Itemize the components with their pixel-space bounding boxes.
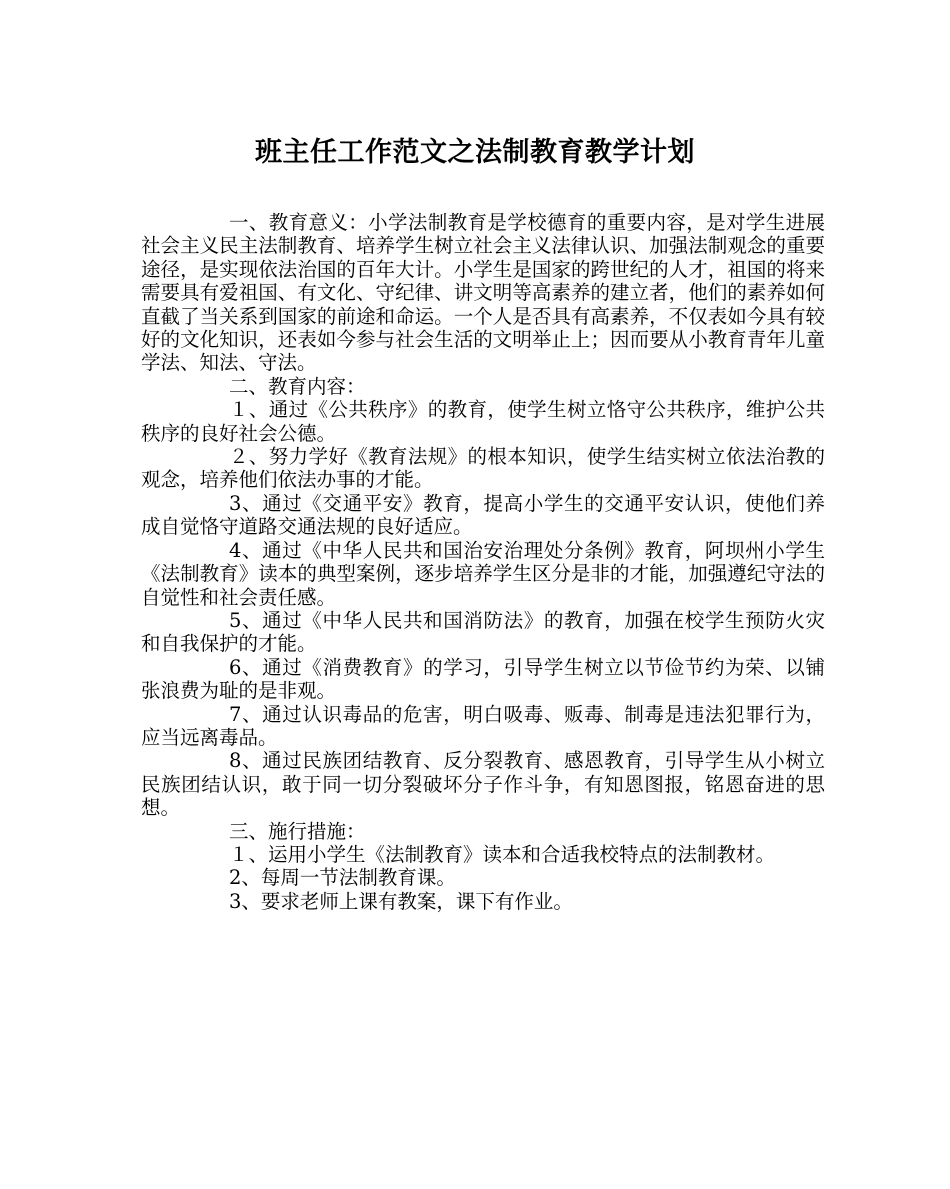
measure-item-3: 3、要求老师上课有教案，课下有作业。	[229, 889, 573, 913]
content-item-2: ２、努力学好《教育法规》的根本知识，使学生结实树立依法治教的观念，培养他们依法办事的才能。	[141, 445, 825, 492]
paragraph-significance: 一、教育意义：小学法制教育是学校德育的重要内容，是对学生进展社会主义民主法制教育、培养学生树立社会主义法律认识、加强法制观念的重要途径，是实现依法治国的百年大计。小学生是国家的跨世纪的人才，祖国的将来需要具有爱祖国、有文化、守纪律、讲文明等高素养的建立者，他们的素养如何直截了当关系到国家的前途和命运。一个人是否具有高素养，不仅表如今具有较好的文化知识，还表如今参与社会生活的文明举止上；因而要从小教育青年儿童学法、知法、守法。	[141, 211, 825, 375]
content-item-7: 7、通过认识毒品的危害，明白吸毒、贩毒、制毒是违法犯罪行为，应当远离毒品。	[141, 702, 825, 749]
measure-item-2: 2、每周一节法制教育课。	[229, 866, 456, 890]
content-item-6: 6、通过《消费教育》的学习，引导学生树立以节俭节约为荣、以铺张浪费为耻的是非观。	[141, 655, 825, 703]
content-item-8: 8、通过民族团结教育、反分裂教育、感恩教育，引导学生从小树立民族团结认识，敢于同一切分裂破坏分子作斗争，有知恩图报，铭恩奋进的思想。	[141, 749, 825, 820]
content-item-5: 5、通过《中华人民共和国消防法》的教育，加强在校学生预防火灾和自我保护的才能。	[141, 608, 825, 656]
content-item-1: １、通过《公共秩序》的教育，使学生树立恪守公共秩序，维护公共秩序的良好社会公德。	[141, 398, 825, 445]
content-item-3: 3、通过《交通平安》教育，提高小学生的交通平安认识，使他们养成自觉恪守道路交通法规的良好适应。	[141, 491, 825, 539]
document-body	[141, 211, 825, 913]
document-title: 班主任工作范文之法制教育教学计划	[255, 137, 695, 168]
heading-content: 二、教育内容：	[229, 374, 366, 398]
heading-measures: 三、施行措施：	[229, 819, 366, 843]
measure-item-1: １、运用小学生《法制教育》读本和合适我校特点的法制教材。	[229, 842, 776, 866]
content-item-4: 4、通过《中华人民共和国治安治理处分条例》教育，阿坝州小学生《法制教育》读本的典型案例，逐步培养学生区分是非的才能，加强遵纪守法的自觉性和社会责任感。	[141, 538, 825, 609]
